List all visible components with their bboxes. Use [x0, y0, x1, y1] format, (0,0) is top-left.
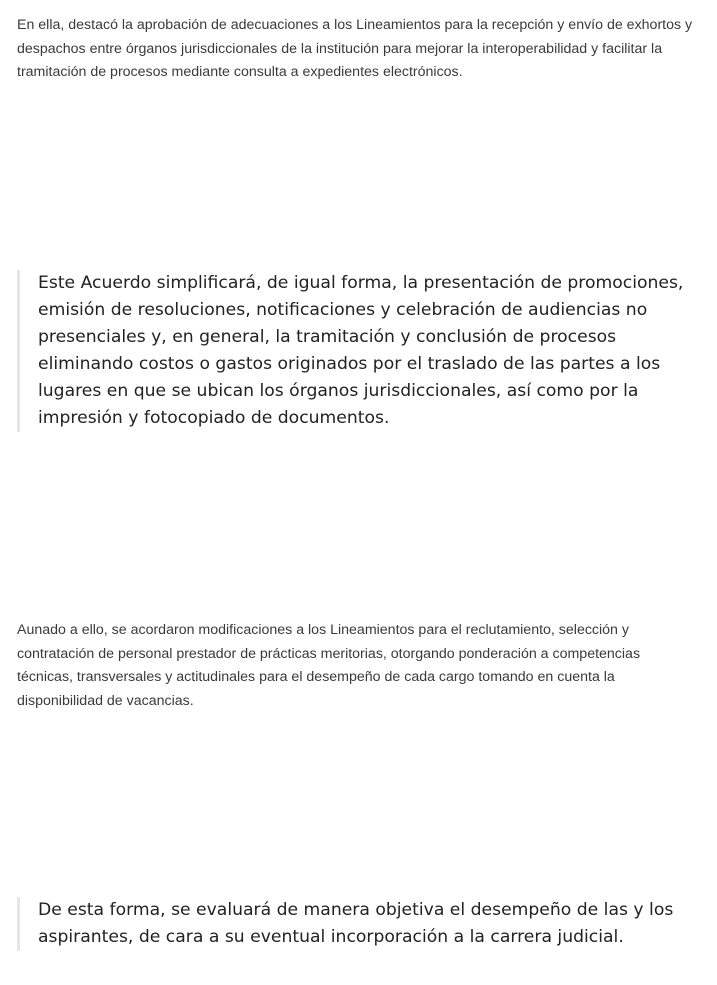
- article-paragraph: Aunado a ello, se acordaron modificaciones a los Lineamientos para el reclutamiento, selección y contratación de personal prestador de prácticas meritorias, otorgando ponderación a competencias técnicas, transversales y actitudinales para el desempeño de cada cargo tomando en cuenta la disponibilidad de vacancias.: [17, 622, 641, 709]
- blockquote: De esta forma, se evaluará de manera objetiva el desempeño de las y los aspirantes, de cara a su eventual incorporación a la carrera judicial.: [17, 897, 703, 951]
- article-paragraph: En ella, destacó la aprobación de adecuaciones a los Lineamientos para la recepción y envío de exhortos y despachos entre órganos jurisdiccionales de la institución para mejorar la interoperabilidad y facilitar la tramitación de procesos mediante consulta a expedientes electrónicos.: [17, 17, 693, 81]
- blockquote: Este Acuerdo simplificará, de igual forma, la presentación de promociones, emisión de resoluciones, notificaciones y celebración de audiencias no presenciales y, en general, la tramitación y conclusión de procesos eliminando costos o gastos originados por el traslado de las partes a los lugares en que se ubican los órganos jurisdiccionales, así como por la impresión y fotocopiado de documentos.: [17, 270, 698, 432]
